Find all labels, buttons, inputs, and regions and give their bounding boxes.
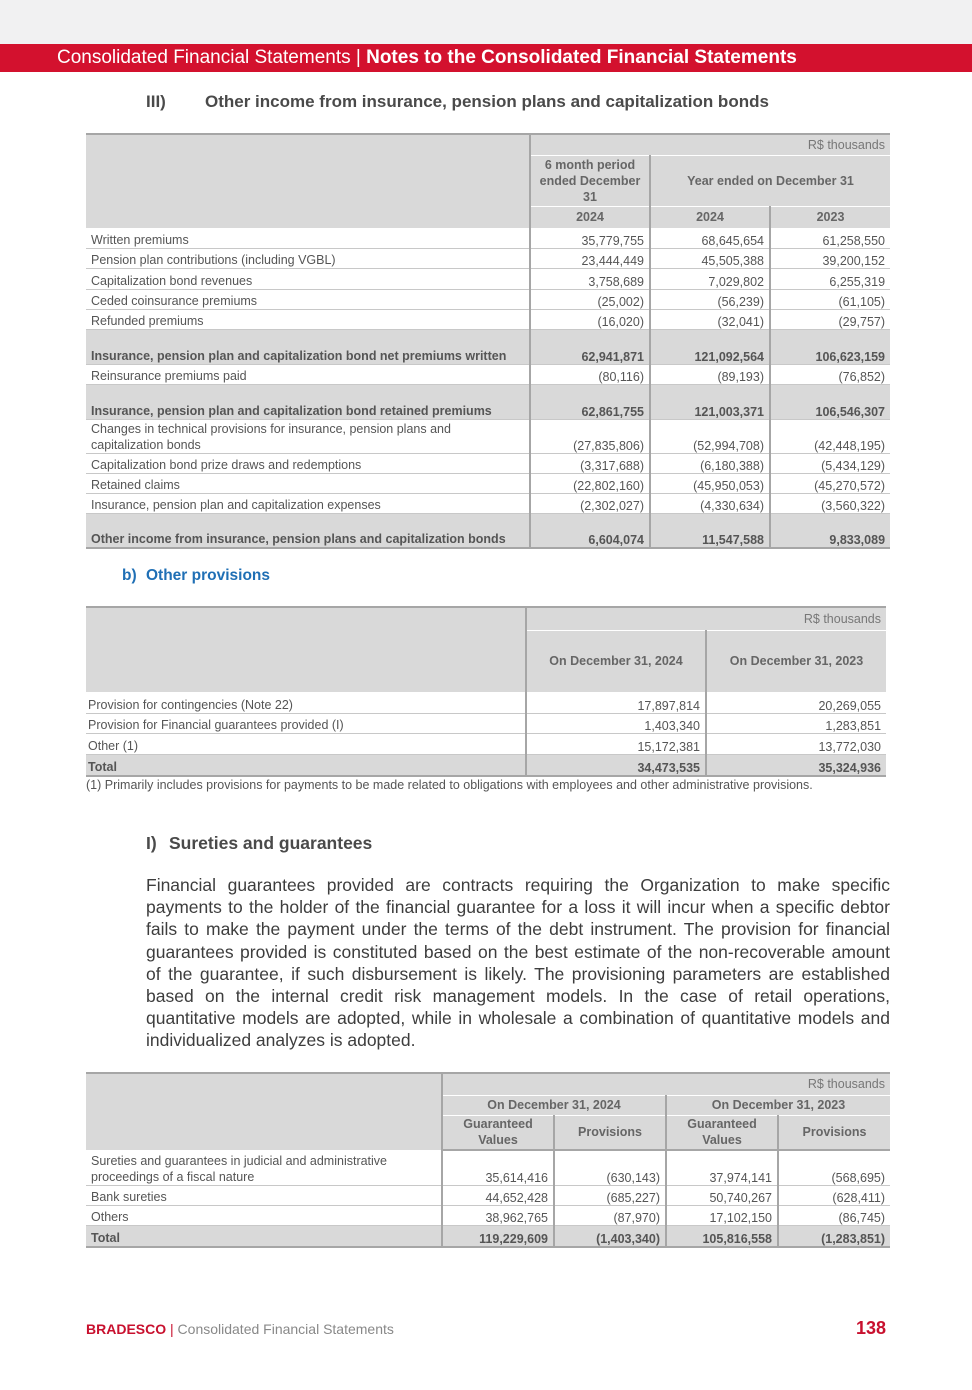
cell: 7,029,802	[650, 268, 770, 289]
cell: (56,239)	[650, 289, 770, 309]
row-label: Capitalization bond revenues	[86, 268, 530, 289]
header-separator: |	[350, 47, 367, 68]
cell: 50,740,267	[666, 1185, 778, 1205]
row-label: Refunded premiums	[86, 309, 530, 329]
section-iii-heading	[146, 92, 769, 112]
cell: 121,092,564	[650, 329, 770, 364]
table-row	[86, 1185, 890, 1205]
table-row	[86, 419, 890, 453]
cell: 3,758,689	[530, 268, 650, 289]
cell: (32,041)	[650, 309, 770, 329]
unit-label: R$ thousands	[530, 134, 890, 155]
cell: 35,614,416	[442, 1150, 554, 1185]
year-header: 2024	[530, 206, 650, 228]
period-header: On December 31, 2023	[666, 1095, 890, 1115]
header-section: Consolidated Financial Statements	[57, 47, 351, 68]
row-label: Insurance, pension plan and capitalization bond net premiums written	[86, 329, 530, 364]
page-number: 138	[855, 1318, 886, 1338]
cell: 39,200,152	[770, 248, 890, 268]
row-label: Reinsurance premiums paid	[86, 364, 530, 384]
row-label: Other income from insurance, pension plans and capitalization bonds	[86, 513, 530, 548]
total-row	[86, 754, 886, 776]
row-label: Insurance, pension plan and capitalization bond retained premiums	[86, 384, 530, 419]
section-b-heading	[122, 567, 270, 585]
cell: 34,473,535	[526, 754, 706, 776]
sureties-guarantees-table	[86, 1072, 890, 1248]
cell: (86,745)	[778, 1205, 890, 1225]
table-row	[86, 692, 886, 713]
section-title: Other provisions	[146, 567, 271, 584]
cell: (6,180,388)	[650, 453, 770, 473]
cell: (25,002)	[530, 289, 650, 309]
row-label: Other (1)	[86, 733, 526, 754]
table-row	[86, 713, 886, 733]
year-header: 2024	[650, 206, 770, 228]
cell: (27,835,806)	[530, 419, 650, 453]
cell: 119,229,609	[442, 1225, 554, 1247]
cell: (1,283,851)	[778, 1225, 890, 1247]
header-subsection: Notes to the Consolidated Financial Statements	[366, 47, 797, 68]
cell: 23,444,449	[530, 248, 650, 268]
section-i-heading	[146, 833, 372, 854]
table-row	[86, 733, 886, 754]
cell: (80,116)	[530, 364, 650, 384]
row-label: Bank sureties	[86, 1185, 442, 1205]
cell: 62,861,755	[530, 384, 650, 419]
cell: 15,172,381	[526, 733, 706, 754]
cell: (3,317,688)	[530, 453, 650, 473]
table-row	[86, 1205, 890, 1225]
cell: (45,270,572)	[770, 473, 890, 493]
section-number: III)	[146, 92, 166, 111]
row-label: Pension plan contributions (including VGBL)	[86, 248, 530, 268]
page-footer	[86, 1321, 394, 1337]
cell: (76,852)	[770, 364, 890, 384]
header-banner	[0, 44, 972, 72]
row-label: Ceded coinsurance premiums	[86, 289, 530, 309]
row-label: Sureties and guarantees in judicial and administrative proceedings of a fiscal nature	[86, 1150, 442, 1185]
cell: (628,411)	[778, 1185, 890, 1205]
top-margin	[0, 0, 972, 44]
section-title: Sureties and guarantees	[169, 833, 373, 853]
cell: 68,645,654	[650, 228, 770, 248]
unit-label: R$ thousands	[526, 607, 886, 630]
row-label: Capitalization bond prize draws and redemptions	[86, 453, 530, 473]
cell: (16,020)	[530, 309, 650, 329]
row-label: Total	[86, 1225, 442, 1247]
cell: 20,269,055	[706, 692, 886, 713]
row-label: Retained claims	[86, 473, 530, 493]
cell: (630,143)	[554, 1150, 666, 1185]
table-row	[86, 268, 890, 289]
cell: 11,547,588	[650, 513, 770, 548]
cell: 17,897,814	[526, 692, 706, 713]
sub-header: Provisions	[554, 1115, 666, 1150]
row-label: Changes in technical provisions for insurance, pension plans and capitalization bonds	[86, 419, 530, 453]
row-label: Provision for Financial guarantees provided (I)	[86, 713, 526, 733]
cell: (42,448,195)	[770, 419, 890, 453]
row-label: Total	[86, 754, 526, 776]
cell: 121,003,371	[650, 384, 770, 419]
cell: (29,757)	[770, 309, 890, 329]
cell: 61,258,550	[770, 228, 890, 248]
table-row	[86, 1150, 890, 1185]
cell: 6,255,319	[770, 268, 890, 289]
period-header: On December 31, 2024	[442, 1095, 666, 1115]
section-number: I)	[146, 833, 157, 853]
cell: (89,193)	[650, 364, 770, 384]
cell: (4,330,634)	[650, 493, 770, 513]
cell: 62,941,871	[530, 329, 650, 364]
total-row	[86, 513, 890, 548]
table-row	[86, 453, 890, 473]
col-header: On December 31, 2023	[706, 630, 886, 692]
cell: 44,652,428	[442, 1185, 554, 1205]
table-row	[86, 248, 890, 268]
other-provisions-table	[86, 606, 886, 777]
section-number: b)	[122, 567, 137, 584]
cell: 38,962,765	[442, 1205, 554, 1225]
col-header-6month: 6 month period ended December 31	[530, 155, 650, 206]
cell: 105,816,558	[666, 1225, 778, 1247]
table-row	[86, 228, 890, 248]
cell: 1,403,340	[526, 713, 706, 733]
cell: 13,772,030	[706, 733, 886, 754]
sub-header: Guaranteed Values	[666, 1115, 778, 1150]
table-row	[86, 493, 890, 513]
table-header-blank	[86, 1073, 442, 1150]
subtotal-row	[86, 329, 890, 364]
sub-header: Guaranteed Values	[442, 1115, 554, 1150]
sub-header: Provisions	[778, 1115, 890, 1150]
cell: 17,102,150	[666, 1205, 778, 1225]
cell: (45,950,053)	[650, 473, 770, 493]
table-header-blank	[86, 607, 526, 692]
table-row	[86, 473, 890, 493]
insurance-income-table	[86, 133, 890, 549]
row-label: Written premiums	[86, 228, 530, 248]
footer-doc-title: Consolidated Financial Statements	[177, 1321, 394, 1337]
col-header: On December 31, 2024	[526, 630, 706, 692]
footer-brand: BRADESCO	[86, 1321, 167, 1337]
footnote: (1) Primarily includes provisions for payments to be made related to obligations with employees and other administrative provisions.	[86, 778, 813, 792]
cell: (52,994,708)	[650, 419, 770, 453]
cell: 35,324,936	[706, 754, 886, 776]
table-header-blank	[86, 134, 530, 228]
cell: 35,779,755	[530, 228, 650, 248]
cell: 9,833,089	[770, 513, 890, 548]
body-paragraph: Financial guarantees provided are contracts requiring the Organization to make specific payments to the holder of the financial guarantee for a loss it will incur when a specific debtor fails to make the payment under the terms of the debt instrument. The provision for financial guarantees provided is constituted based on the best estimate of the non-recoverable amount of the guarantee, if such disbursement is likely. The provisioning parameters are established based on the internal credit risk management models. In the case of retail operations, quantitative models are adopted, while in wholesale a combination of quantitative models and individualized analyzes is adopted.	[146, 875, 890, 1051]
row-label: Others	[86, 1205, 442, 1225]
cell: 1,283,851	[706, 713, 886, 733]
cell: (22,802,160)	[530, 473, 650, 493]
row-label: Insurance, pension plan and capitalization expenses	[86, 493, 530, 513]
cell: 45,505,388	[650, 248, 770, 268]
subtotal-row	[86, 384, 890, 419]
table-row	[86, 309, 890, 329]
footer-separator: |	[166, 1321, 178, 1337]
row-label: Provision for contingencies (Note 22)	[86, 692, 526, 713]
cell: 106,623,159	[770, 329, 890, 364]
unit-label: R$ thousands	[442, 1073, 890, 1095]
col-header-year: Year ended on December 31	[650, 155, 890, 206]
table-row	[86, 289, 890, 309]
table-row	[86, 364, 890, 384]
cell: (87,970)	[554, 1205, 666, 1225]
cell: (5,434,129)	[770, 453, 890, 473]
section-title: Other income from insurance, pension plans and capitalization bonds	[205, 92, 769, 111]
cell: (1,403,340)	[554, 1225, 666, 1247]
cell: (61,105)	[770, 289, 890, 309]
total-row	[86, 1225, 890, 1247]
cell: (3,560,322)	[770, 493, 890, 513]
cell: (2,302,027)	[530, 493, 650, 513]
cell: 37,974,141	[666, 1150, 778, 1185]
year-header: 2023	[770, 206, 890, 228]
cell: 6,604,074	[530, 513, 650, 548]
cell: 106,546,307	[770, 384, 890, 419]
cell: (568,695)	[778, 1150, 890, 1185]
cell: (685,227)	[554, 1185, 666, 1205]
